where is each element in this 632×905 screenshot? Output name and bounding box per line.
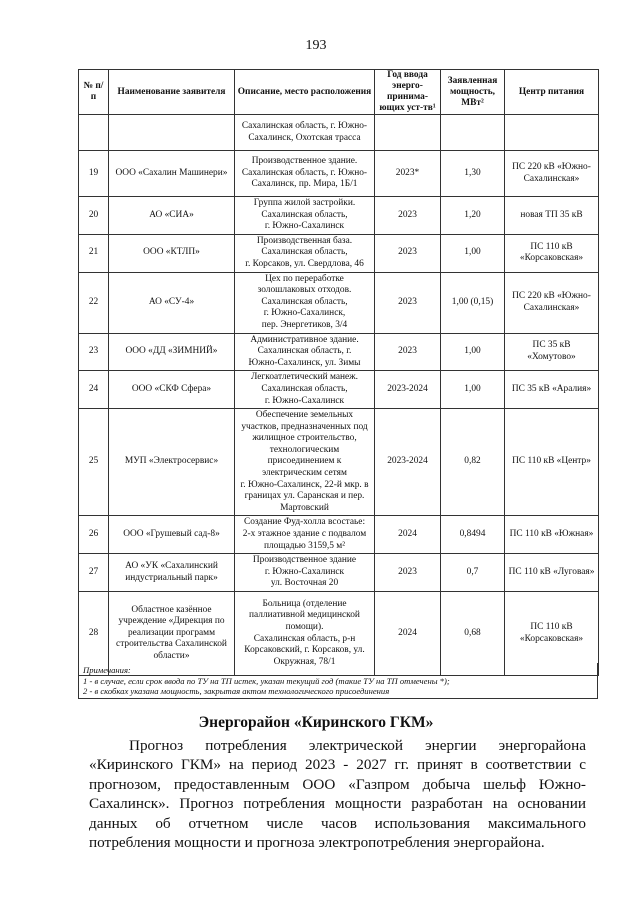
row-number: 21 [79, 234, 109, 272]
table-row [79, 554, 599, 592]
applicants-table [78, 69, 599, 676]
commissioning-year: 2023-2024 [375, 409, 441, 516]
commissioning-year: 2023 [375, 333, 441, 371]
commissioning-year: 2023 [375, 554, 441, 592]
declared-power: 1,00 [441, 333, 505, 371]
section-title: Энергорайон «Киринского ГКМ» [198, 714, 434, 731]
applicant-name: ООО «СКФ Сфера» [109, 371, 235, 409]
row-number: 28 [79, 592, 109, 676]
object-description: Цех по переработке золошлаковых отходов. Сахалинская область, г. Южно-Сахалинск, пер. Энергетиков, 3/4 [235, 272, 375, 333]
commissioning-year: 2024 [375, 592, 441, 676]
power-center: ПС 110 кВ «Центр» [505, 409, 599, 516]
commissioning-year: 2023 [375, 272, 441, 333]
header-applicant: Наименование заявителя [109, 70, 235, 115]
header-year: Год ввода энерго-принима-ющих уст-тв¹ [375, 70, 441, 115]
row-number: 20 [79, 197, 109, 235]
notes-title: Примечания: [83, 665, 131, 675]
applicant-name: ООО «ДД «ЗИМНИЙ» [109, 333, 235, 371]
table-header-row [79, 70, 599, 115]
applicant-name: АО «СИА» [109, 197, 235, 235]
power-center: ПС 110 кВ «Луговая» [505, 554, 599, 592]
applicant-name [109, 115, 235, 151]
table-row [79, 333, 599, 371]
table-row [79, 234, 599, 272]
row-number: 24 [79, 371, 109, 409]
object-description: Производственная база. Сахалинская область, г. Корсаков, ул. Свердлова, 46 [235, 234, 375, 272]
body-paragraph: Прогноз потребления электрической энергии энергорайона «Киринского ГКМ» на период 2023 - 2027 гг. принят в соответствии с прогнозом, предоставленным ООО «Газпром добыча шельф Южно-Сахалинск». Прогноз потребления мощности разработан на основании данных об отчетном числе часов использования максимального потребления мощности и прогноза электропотребления энергорайона. [89, 737, 586, 852]
object-description: Больница (отделение паллиативной медицинской помощи). Сахалинская область, р-н Корсаковский, г. Корсаков, ул. Окружная, 78/1 [235, 592, 375, 676]
applicant-name: АО «УК «Сахалинский индустриальный парк» [109, 554, 235, 592]
power-center: ПС 35 кВ «Аралия» [505, 371, 599, 409]
declared-power: 1,00 [441, 234, 505, 272]
applicant-name: ООО «Грушевый сад-8» [109, 516, 235, 554]
object-description: Производственное здание г. Южно-Сахалинск ул. Восточная 20 [235, 554, 375, 592]
commissioning-year: 2023 [375, 234, 441, 272]
declared-power [441, 115, 505, 151]
declared-power: 1,00 [441, 371, 505, 409]
object-description: Группа жилой застройки. Сахалинская область, г. Южно-Сахалинск [235, 197, 375, 235]
row-number [79, 115, 109, 151]
power-center [505, 115, 599, 151]
declared-power: 1,00 (0,15) [441, 272, 505, 333]
power-center: ПС 220 кВ «Южно-Сахалинская» [505, 272, 599, 333]
page-number: 193 [305, 38, 327, 53]
applicant-name: АО «СУ-4» [109, 272, 235, 333]
object-description: Административное здание. Сахалинская область, г. Южно-Сахалинск, ул. Зимы [235, 333, 375, 371]
applicant-name: ООО «КТЛП» [109, 234, 235, 272]
declared-power: 0,8494 [441, 516, 505, 554]
power-center: новая ТП 35 кВ [505, 197, 599, 235]
commissioning-year: 2024 [375, 516, 441, 554]
object-description: Производственное здание. Сахалинская область, г. Южно-Сахалинск, пр. Мира, 1Б/1 [235, 151, 375, 197]
table-row [79, 272, 599, 333]
commissioning-year: 2023* [375, 151, 441, 197]
commissioning-year [375, 115, 441, 151]
power-center: ПС 110 кВ «Южная» [505, 516, 599, 554]
row-number: 22 [79, 272, 109, 333]
power-center: ПС 220 кВ «Южно-Сахалинская» [505, 151, 599, 197]
declared-power: 0,82 [441, 409, 505, 516]
power-center: ПС 110 кВ «Корсаковская» [505, 234, 599, 272]
declared-power: 1,20 [441, 197, 505, 235]
declared-power: 0,68 [441, 592, 505, 676]
applicant-name: Областное казённое учреждение «Дирекция по реализации программ строительства Сахалинской области» [109, 592, 235, 676]
header-power: Заявленная мощность, МВт² [441, 70, 505, 115]
row-number: 27 [79, 554, 109, 592]
table-row [79, 151, 599, 197]
row-number: 23 [79, 333, 109, 371]
table-row [79, 371, 599, 409]
note-1: 1 - в случае, если срок ввода по ТУ на ТП истек, указан текущий год (такие ТУ на ТП отмечены *); [83, 675, 450, 686]
object-description: Сахалинская область, г. Южно-Сахалинск, Охотская трасса [235, 115, 375, 151]
applicant-name: МУП «Электросервис» [109, 409, 235, 516]
commissioning-year: 2023-2024 [375, 371, 441, 409]
row-number: 19 [79, 151, 109, 197]
table-row [79, 516, 599, 554]
commissioning-year: 2023 [375, 197, 441, 235]
applicant-name: ООО «Сахалин Машинери» [109, 151, 235, 197]
object-description: Создание Фуд-холла всостаье: 2-х этажное здание с подвалом площадью 3159,5 м² [235, 516, 375, 554]
table-row [79, 197, 599, 235]
header-description: Описание, место расположения [235, 70, 375, 115]
note-2: 2 - в скобках указана мощность, закрытая актом технологического присоединения [83, 686, 390, 697]
table-row [79, 409, 599, 516]
declared-power: 0,7 [441, 554, 505, 592]
power-center: ПС 35 кВ «Хомутово» [505, 333, 599, 371]
row-number: 26 [79, 516, 109, 554]
table-notes [78, 663, 598, 699]
object-description: Обеспечение земельных участков, предназначенных под жилищное строительство, технологическим присоединением к электрическим сетям г. Южно-Сахалинск, 22-й мкр. в границах ул. Саранская и пер. Мартовский [235, 409, 375, 516]
power-center: ПС 110 кВ «Корсаковская» [505, 592, 599, 676]
declared-power: 1,30 [441, 151, 505, 197]
object-description: Легкоатлетический манеж. Сахалинская область, г. Южно-Сахалинск [235, 371, 375, 409]
table-row [79, 115, 599, 151]
header-power-center: Центр питания [505, 70, 599, 115]
row-number: 25 [79, 409, 109, 516]
header-number: № п/п [79, 70, 109, 115]
